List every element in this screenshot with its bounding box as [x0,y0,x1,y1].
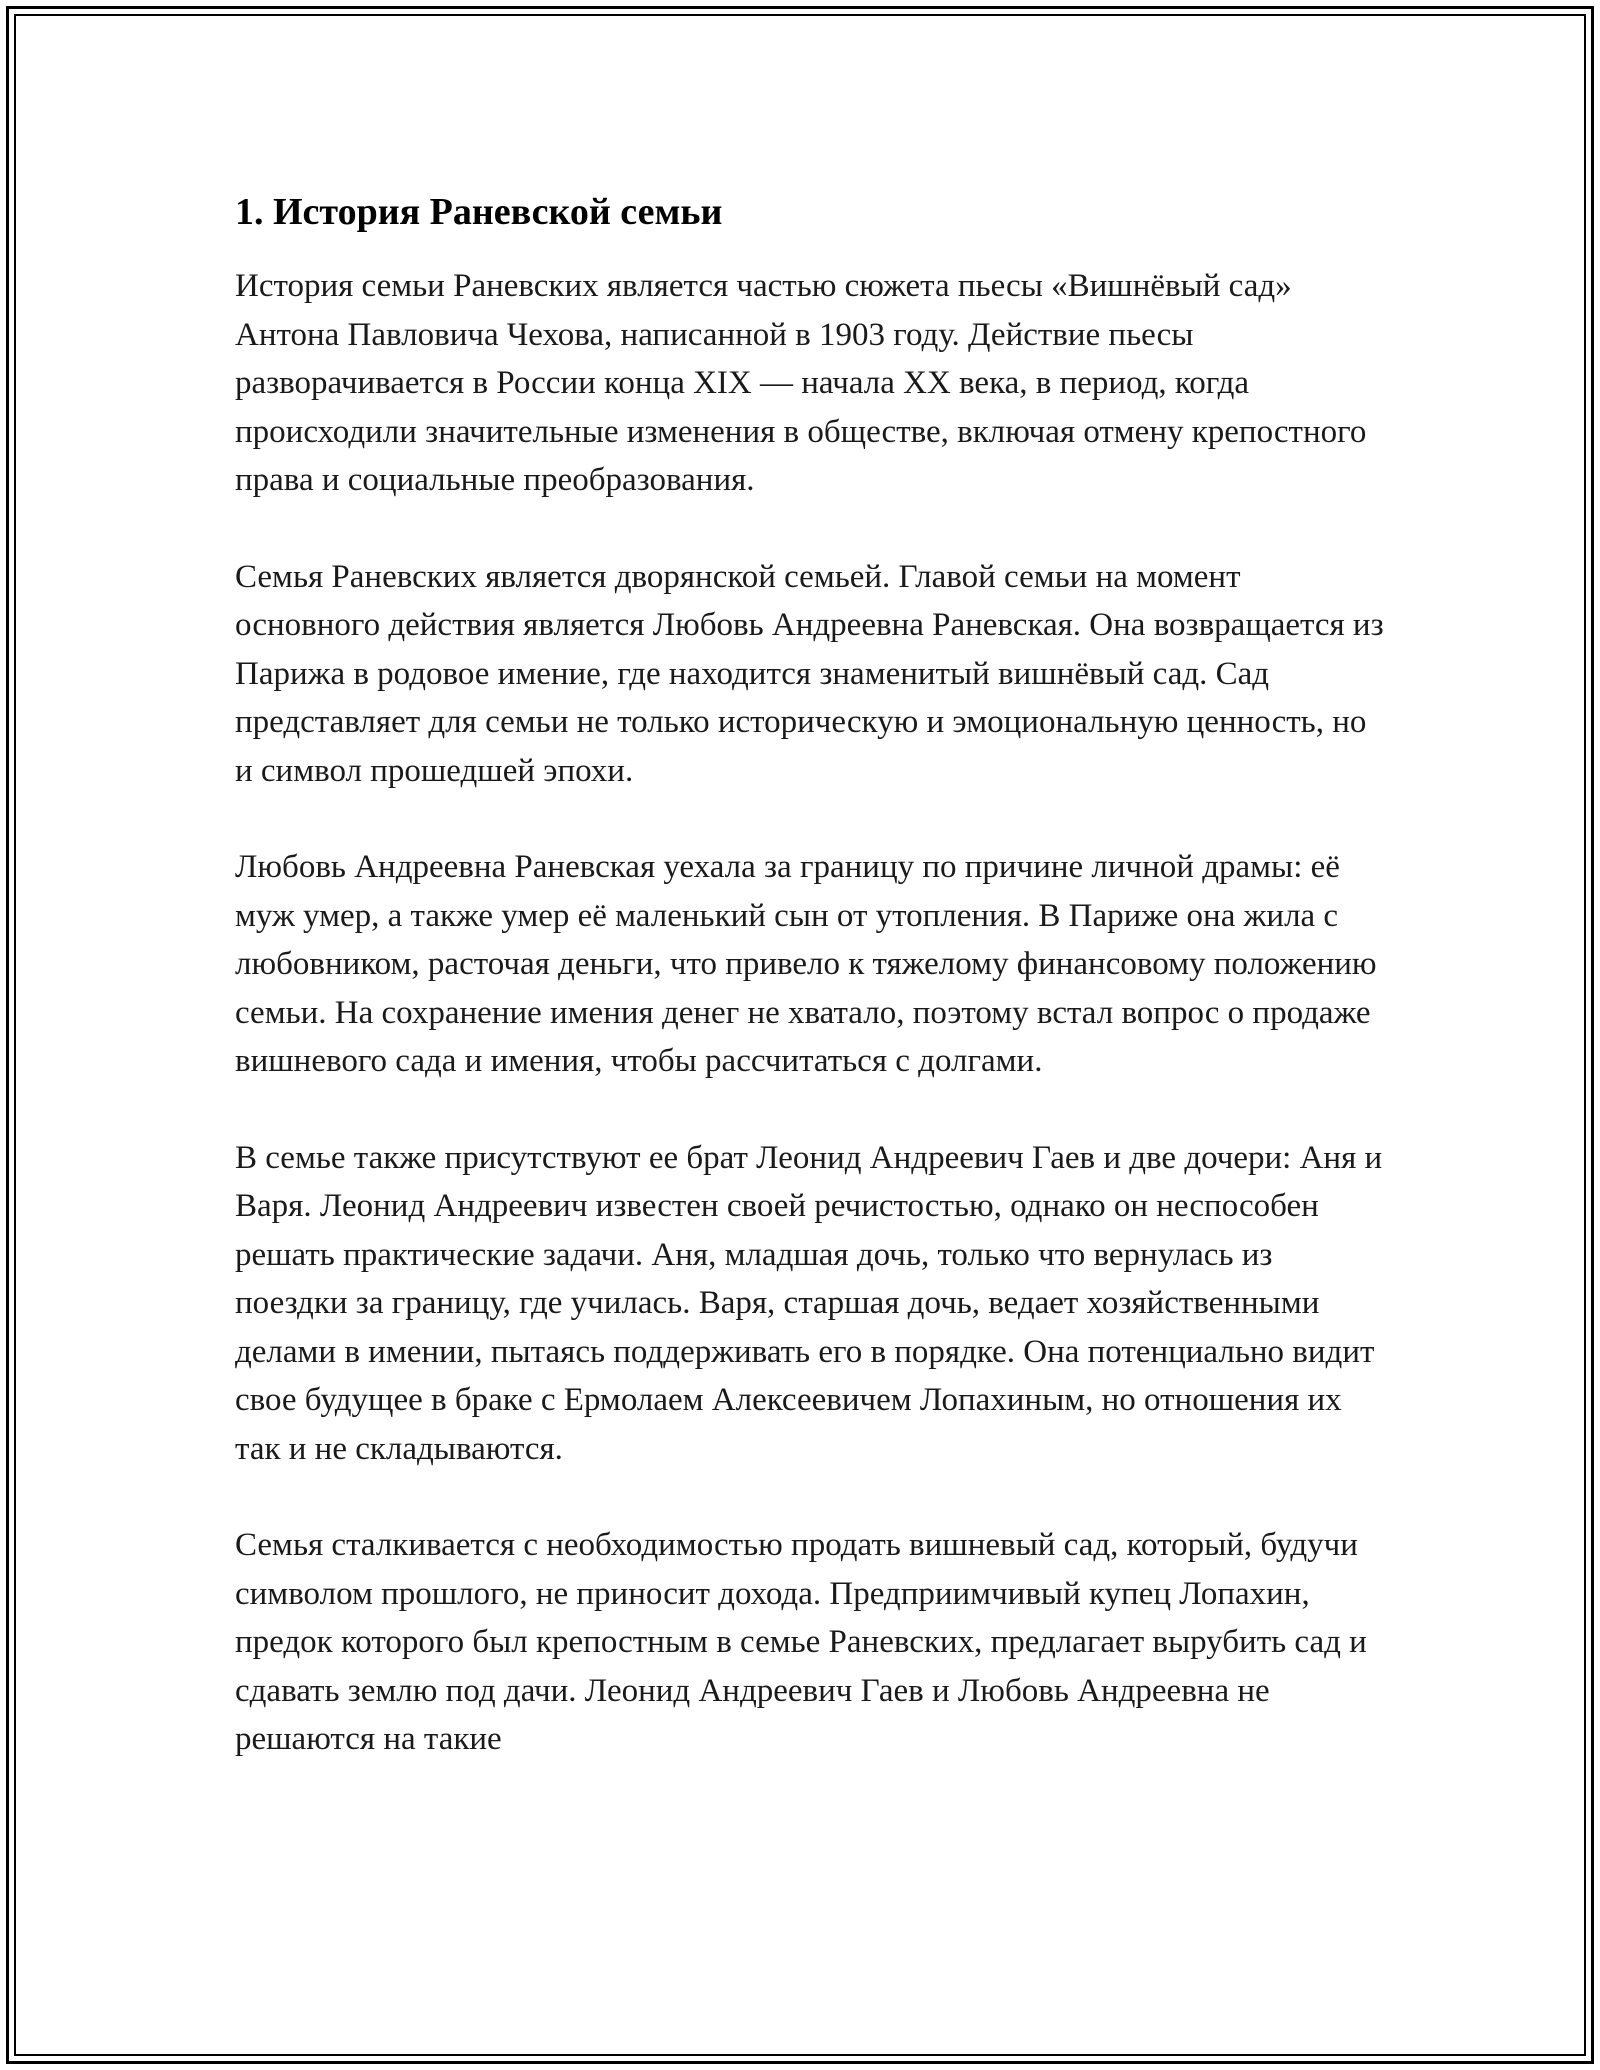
paragraph-5: Семья сталкивается с необходимостью продать вишневый сад, который, будучи символом прошлого, не приносит дохода. Предприимчивый купец Лопахин, предок которого был крепостным в семье Раневских, предлагает вырубить сад и сдавать землю под дачи. Леонид Андреевич Гаев и Любовь Андреевна не решаются на такие [235,1527,1367,1757]
document-body [235,186,1385,1812]
paragraph-4: В семье также присутствуют ее брат Леонид Андреевич Гаев и две дочери: Аня и Варя. Леонид Андреевич известен своей речистостью, однако он неспособен решать практические задачи. Аня, младшая дочь, только что вернулась из поездки за границу, где училась. Варя, старшая дочь, ведает хозяйственными делами в имении, пытаясь поддерживать его в порядке. Она потенциально видит свое будущее в браке с Ермолаем Алексеевичем Лопахиным, но отношения их так и не складываются. [235,1139,1383,1467]
section-heading: 1. История Раневской семьи [235,191,723,233]
paragraph-2: Семья Раневских является дворянской семьей. Главой семьи на момент основного действия является Любовь Андреевна Раневская. Она возвращается из Парижа в родовое имение, где находится знаменитый вишнёвый сад. Сад представляет для семьи не только историческую и эмоциональную ценность, но и символ прошедшей эпохи. [235,558,1384,789]
paragraph-3: Любовь Андреевна Раневская уехала за границу по причине личной драмы: её муж умер, а также умер её маленький сын от утопления. В Париже она жила с любовником, расточая деньги, что привело к тяжелому финансовому положению семьи. На сохранение имения денег не хватало, поэтому встал вопрос о продаже вишневого сада и имения, чтобы рассчитаться с долгами. [235,849,1377,1079]
paragraph-1: История семьи Раневских является частью сюжета пьесы «Вишнёвый сад» Антона Павловича Чехова, написанной в 1903 году. Действие пьесы разворачивается в России конца XIX — начала XX века, в период, когда происходили значительные изменения в обществе, включая отмену крепостного права и социальные преобразования. [235,268,1367,498]
